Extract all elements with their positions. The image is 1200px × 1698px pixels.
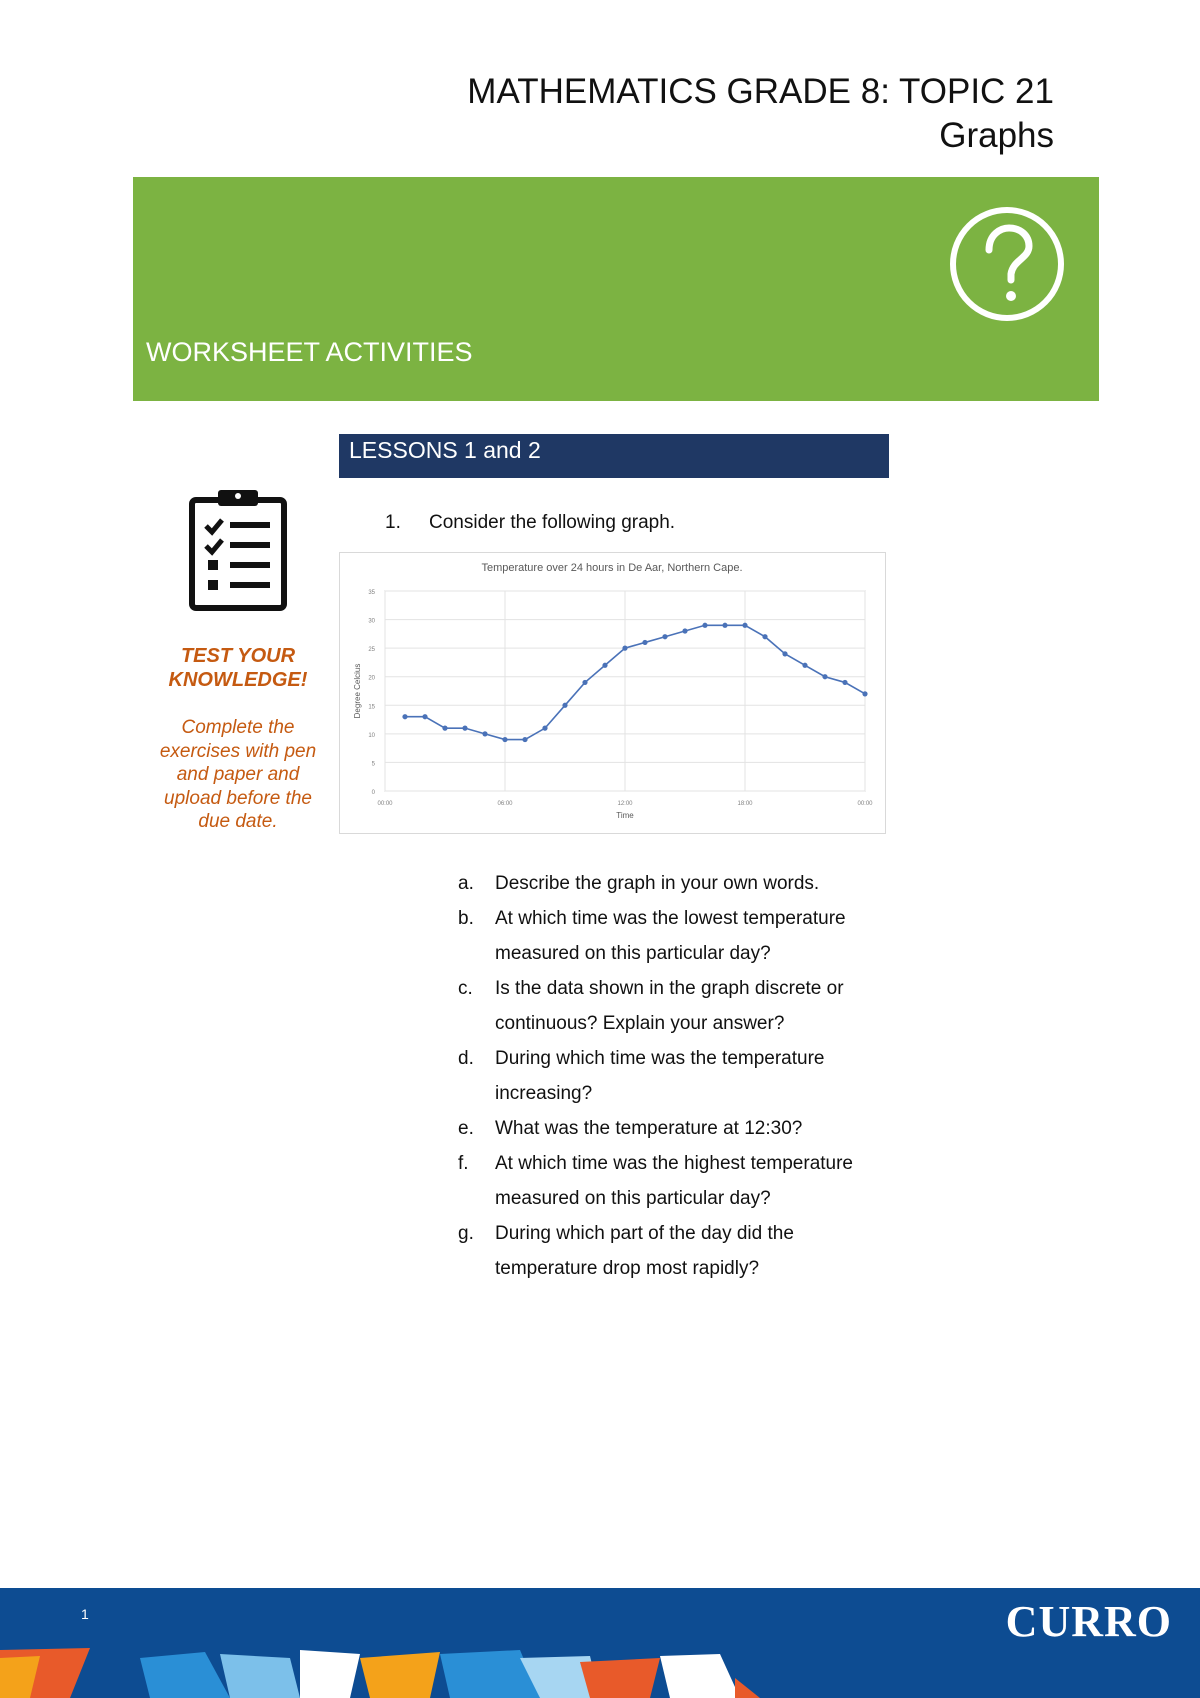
sub-question xyxy=(458,866,888,901)
title-line-2: Graphs xyxy=(939,116,1054,155)
chart-y-tick-label: 15 xyxy=(368,704,375,711)
chart-x-axis-label: Time xyxy=(616,811,634,820)
title-line-1: MATHEMATICS GRADE 8: TOPIC 21 xyxy=(467,72,1054,111)
chart-y-axis-label: Degree Celcius xyxy=(353,663,362,719)
lesson-bar: LESSONS 1 and 2 xyxy=(339,434,889,478)
question-1 xyxy=(385,512,675,534)
sub-question xyxy=(458,901,888,971)
chart-data-point xyxy=(762,634,767,639)
chart-data-point xyxy=(542,726,547,731)
sidebar-body-line: due date. xyxy=(198,811,278,832)
sidebar-body-line: exercises with pen xyxy=(159,740,317,762)
chart-data-point xyxy=(562,703,567,708)
chart-y-tick-label: 25 xyxy=(368,647,375,654)
chart-x-tick-label: 06:00 xyxy=(497,801,513,807)
sub-question-text: What was the temperature at 12:30? xyxy=(495,1118,803,1139)
chart-data-point xyxy=(502,737,507,742)
sub-question xyxy=(458,1146,888,1216)
sub-question-letter: f. xyxy=(458,1153,469,1174)
sidebar-body-line: upload before the xyxy=(164,787,312,809)
sub-question xyxy=(458,1216,888,1286)
chart-x-tick-label: 12:00 xyxy=(617,801,633,807)
page-number: 1 xyxy=(81,1606,89,1622)
sidebar-body-line: and paper and xyxy=(176,764,300,785)
sub-question-text: At which time was the lowest temperature measured on this particular day? xyxy=(495,908,846,964)
chart-data-point xyxy=(462,726,467,731)
chart-data-point xyxy=(422,714,427,719)
chart-data-point xyxy=(442,726,447,731)
chart-data-point xyxy=(742,623,747,628)
chart-data-point xyxy=(602,663,607,668)
question-text: Consider the following graph. xyxy=(429,512,676,533)
sidebar-body xyxy=(148,716,328,834)
sidebar-body-line: Complete the xyxy=(181,717,295,738)
chart-data-point xyxy=(682,628,687,633)
chart-y-tick-label: 30 xyxy=(368,618,375,625)
sub-question-text: Describe the graph in your own words. xyxy=(495,873,820,894)
clipboard-checklist-icon xyxy=(188,488,288,612)
sub-question-letter: d. xyxy=(458,1048,474,1069)
chart-data-point xyxy=(582,680,587,685)
chart-data-point xyxy=(702,623,707,628)
chart-data-point xyxy=(402,714,407,719)
chart-y-tick-label: 20 xyxy=(368,675,375,682)
chart-data-point xyxy=(842,680,847,685)
curro-logo: CURRO xyxy=(1005,1597,1172,1646)
chart-data-point xyxy=(822,674,827,679)
chart-y-tick-label: 10 xyxy=(368,732,375,739)
question-circle-icon xyxy=(947,204,1067,324)
sub-question xyxy=(458,1041,888,1111)
chart-y-tick-label: 5 xyxy=(371,761,375,768)
chart-data-point xyxy=(482,731,487,736)
chart-data-point xyxy=(662,634,667,639)
sidebar-heading-line-1: TEST YOUR xyxy=(180,645,296,667)
chart-data-point xyxy=(802,663,807,668)
chart-data-point xyxy=(522,737,527,742)
chart-series-line xyxy=(405,625,865,739)
chart-data-point xyxy=(862,691,867,696)
sub-question-text: Is the data shown in the graph discrete or continuous? Explain your answer? xyxy=(495,978,844,1034)
footer-decorative-shapes xyxy=(0,1588,1200,1698)
chart-data-point xyxy=(722,623,727,628)
sidebar-heading-line-2: KNOWLEDGE! xyxy=(168,669,308,691)
page-title xyxy=(467,70,1054,158)
sub-question-text: At which time was the highest temperature measured on this particular day? xyxy=(495,1153,854,1209)
sub-question-text: During which part of the day did the temperature drop most rapidly? xyxy=(495,1223,794,1279)
sub-question-letter: e. xyxy=(458,1118,474,1139)
chart-title: Temperature over 24 hours in De Aar, Northern Cape. xyxy=(481,562,743,574)
chart-svg xyxy=(340,553,885,833)
chart-x-tick-label: 00:00 xyxy=(857,801,873,807)
question-number: 1. xyxy=(385,512,401,533)
chart-data-point xyxy=(642,640,647,645)
test-your-knowledge-panel xyxy=(148,644,328,834)
sub-question-list xyxy=(458,866,888,1286)
sub-question xyxy=(458,1111,888,1146)
sub-question-text: During which time was the temperature increasing? xyxy=(495,1048,825,1104)
chart-data-point xyxy=(782,651,787,656)
sidebar-heading xyxy=(148,644,328,692)
chart-data-point xyxy=(622,646,627,651)
chart-y-tick-label: 0 xyxy=(371,790,375,796)
sub-question-letter: g. xyxy=(458,1223,474,1244)
chart-y-tick-label: 35 xyxy=(368,590,375,596)
temperature-chart xyxy=(339,552,886,834)
sub-question-letter: a. xyxy=(458,873,474,894)
banner-label: WORKSHEET ACTIVITIES xyxy=(146,337,473,367)
sub-question-letter: c. xyxy=(458,978,473,999)
worksheet-banner xyxy=(133,177,1099,401)
footer xyxy=(0,1588,1200,1698)
chart-x-tick-label: 00:00 xyxy=(377,801,393,807)
chart-x-tick-label: 18:00 xyxy=(737,801,753,807)
sub-question-letter: b. xyxy=(458,908,474,929)
sub-question xyxy=(458,971,888,1041)
